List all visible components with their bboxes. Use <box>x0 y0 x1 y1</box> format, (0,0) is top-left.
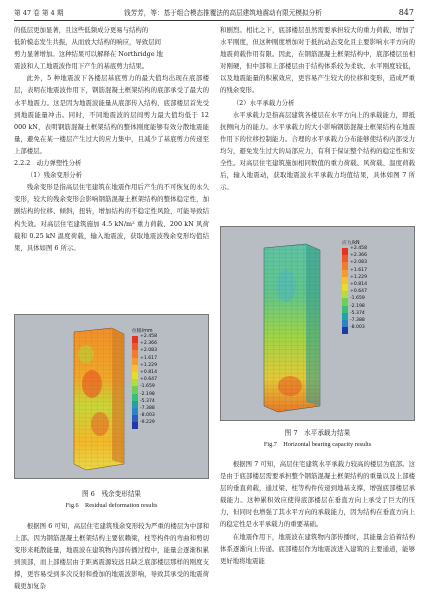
legend-swatch <box>132 343 138 350</box>
body-paragraph: 低阶模态发生共振，从而放大结构的响应，导致层间 <box>14 38 161 47</box>
legend-swatch <box>342 313 348 320</box>
legend-swatch <box>132 408 138 415</box>
page-number: 847 <box>398 8 414 17</box>
body-paragraph: 残余变形是指高层住宅建筑在地震作用后产生的不可恢复的永久变形，较大的残余变形会影响钢筋混凝土框架结构的整体稳定性，加剧结构的位移、倾斜，扭转，增加结构的不稳定性风险，可能导致结构失效。对高层住宅建筑施加 4.5 kN/m² 重力荷载、200 kN 风荷载和 0.25 kN 温度荷载，输入地震波，获取地震波残余变形均值结果，具体如图 6 所示。 <box>14 183 209 252</box>
legend-swatch <box>132 422 138 429</box>
building-contour-model <box>14 314 209 479</box>
legend-tick-label: +2.083 <box>140 348 158 354</box>
legend-swatch <box>342 270 348 277</box>
legend-swatch <box>342 306 348 313</box>
legend-swatch <box>132 350 138 357</box>
body-paragraph: 根据图 7 可知，高层住宅建筑水平承载力较高的楼层为底部。这是由于底部楼层需要承担整个钢筋混凝土框架结构的重量以及上部楼层的垂直荷载，通过梁、柱等构件传递到地基支撑，增强底部楼层承载能力。这种累积效应使得底部楼层在垂直方向上承受了巨大的压力，但同时也增强了其水平方向的承载能力，因为结构在垂直方向上的稳定性是水平承载力的重要基础。 <box>220 460 415 529</box>
header-rule <box>14 20 414 21</box>
right-column-text-continued <box>220 458 415 567</box>
legend-tick-label: +2.366 <box>350 253 368 259</box>
legend-tick-label: +2.458 <box>140 334 158 339</box>
legend-tick-label: +0.647 <box>140 377 158 383</box>
left-column-text <box>14 24 209 254</box>
legend-swatch <box>342 248 348 255</box>
body-paragraph: 水平承载力是指高层建筑各楼层在水平方向上的承载能力，即抵抗侧向力的能力。水平承载力的大小影响钢筋混凝土框架结构在地震作用下的位移控制能力。合理的水平承载力分布能够使结构内部受力均匀，避免发生过大的局部应力，有利于保证整个结构的稳定性和安全性。对高层住宅建筑施加相同数值的重力荷载、风荷载、温度荷载后，输入地震动，获取地震波水平承载力均值结果，具体如图 7 所示。 <box>220 110 415 192</box>
legend-tick-label: +0.814 <box>140 369 158 375</box>
legend-tick-label: +1.617 <box>350 267 368 273</box>
body-paragraph: 在地震作用下，地震波在建筑物内部传播时，其能量会沿着结构体系逐渐向上传递。底部楼层作为地震波进入建筑的主要通道，能够更好地将地震能 <box>220 532 415 565</box>
legend-tick-label: -1.659 <box>140 384 155 390</box>
legend-swatch <box>342 298 348 305</box>
legend-swatch <box>132 415 138 422</box>
legend-swatch <box>342 262 348 269</box>
subsection-heading: （2）水平承载力分析 <box>232 98 295 107</box>
legend-tick-label: -8.003 <box>350 325 365 331</box>
legend-tick-label: -8.003 <box>140 413 155 419</box>
legend-swatch <box>342 277 348 284</box>
legend-tick-label: +0.814 <box>350 281 368 287</box>
legend-swatch <box>132 401 138 408</box>
legend-swatch <box>132 358 138 365</box>
legend-swatch <box>342 255 348 262</box>
legend-swatch <box>342 291 348 298</box>
legend-tick-label: +2.366 <box>140 341 158 347</box>
body-paragraph: 和剧烈。相比之下，底部楼层虽然需要承担较大的重力荷载，增加了水平刚度，但这种刚度增加对于抵抗动态变化且主要影响水平方向的地震荷载作用有限。因此，在钢筋混凝土框架结构中，底部楼层虽相对刚硬，但中部和上部楼层由于结构体系较为柔软、水平刚度较低，以及地震能量的积累效应，更容易产生较大的位移和变形，造成严重的残余变形。 <box>220 26 415 95</box>
figure-7-caption-zh: 图 7 水平承载力结果 <box>284 429 351 437</box>
legend-swatch <box>132 365 138 372</box>
legend-tick-label: +1.229 <box>140 362 158 368</box>
running-title: 钱芳芳，等：基于组合模态推覆法的高层建筑地震动有限元模拟分析 <box>124 9 322 17</box>
figure-6-caption <box>14 489 209 511</box>
legend-swatch <box>342 284 348 291</box>
page-header <box>14 6 414 20</box>
legend-unit: 应力/kN <box>342 241 360 246</box>
legend-tick-label: +2.083 <box>350 260 368 266</box>
legend-tick-label: -1.659 <box>350 296 365 302</box>
legend-tick-labels <box>350 245 367 331</box>
legend-color-bar <box>132 336 138 430</box>
legend-tick-label: -7.388 <box>350 317 365 323</box>
body-paragraph: 震波和人工地震波作用下产生的基底剪力结果。 <box>14 62 149 71</box>
journal-issue: 第 47 卷 第 4 期 <box>14 9 64 17</box>
building-contour-model <box>220 226 415 421</box>
body-paragraph: 剪力显著增加。这种结果可以解释在 Northridge 地 <box>14 50 163 59</box>
legend-tick-labels <box>140 333 157 426</box>
legend-color-bar <box>342 248 348 334</box>
legend-tick-label: -9.229 <box>140 420 155 426</box>
left-column-text-continued <box>14 520 209 593</box>
legend-swatch <box>132 386 138 393</box>
legend-tick-label: -7.388 <box>140 405 155 411</box>
legend-swatch <box>132 379 138 386</box>
figure-7-caption-en: Fig.7 Horizontal bearing capacity results <box>263 441 372 448</box>
figure-6-caption-zh: 图 6 残余变形结果 <box>81 490 142 498</box>
legend-tick-label: +0.647 <box>350 289 368 295</box>
legend-swatch <box>132 394 138 401</box>
legend-tick-label: +1.229 <box>350 274 368 280</box>
legend-tick-label: +2.458 <box>350 246 368 251</box>
figure-6-caption-en: Fig.6 Residual deformation results <box>65 502 158 509</box>
figure-7-caption <box>220 428 415 450</box>
legend-tick-label: +1.617 <box>140 355 158 361</box>
body-paragraph: 此外，5 种地震波下各楼层基底剪力的最大值均出现在底部楼层，表明在地震波作用下，钢筋混凝土框架结构的底部承受了最大的水平地震力。这是因为地震波能量从底部传入结构，底部楼层首先受到地震能量冲击。同时，不同地震波的层间剪力最大值均低于 12 000 kN，表明钢筋混凝土框架结构的整体刚度能够有效分散地震能量，避免在某一楼层产生过大的应力集中，且减少了基底剪力传递至上部楼层。 <box>14 74 209 155</box>
legend-swatch <box>342 320 348 327</box>
legend-swatch <box>132 336 138 343</box>
legend-tick-label: -5.374 <box>140 398 155 404</box>
legend-swatch <box>132 372 138 379</box>
figure-7-horizontal-bearing <box>220 226 415 421</box>
legend-tick-label: -2.198 <box>140 391 155 397</box>
legend-tick-label: -5.374 <box>350 310 365 316</box>
legend-tick-label: -2.198 <box>350 303 365 309</box>
body-paragraph: 的低层更加显著，且这些低频成分更易与结构的 <box>14 26 149 34</box>
section-heading: 2.2.2 动力弹塑性分析 <box>14 159 82 168</box>
figure-6-residual-deformation <box>14 314 209 479</box>
right-column-text <box>220 24 415 193</box>
body-paragraph: 根据图 6 可知，高层住宅建筑残余变形较为严重的楼层为中部和上部。因为钢筋混凝土框架结构主要依赖梁，柱等构件的弯曲和剪切变形来耗散能量，地震波在建筑物内部传播过程中，能量会逐渐积累到顶部，而上部楼层由于距离震源较远且缺乏底部楼层那样的刚度支撑，更容易受到多次反射和叠加的地震波影响，导致其承受的地震荷载更加复杂 <box>14 522 209 591</box>
subsection-heading: （1）残余变形分析 <box>26 171 82 180</box>
legend-unit: 位移/mm <box>132 329 153 334</box>
legend-swatch <box>342 327 348 334</box>
